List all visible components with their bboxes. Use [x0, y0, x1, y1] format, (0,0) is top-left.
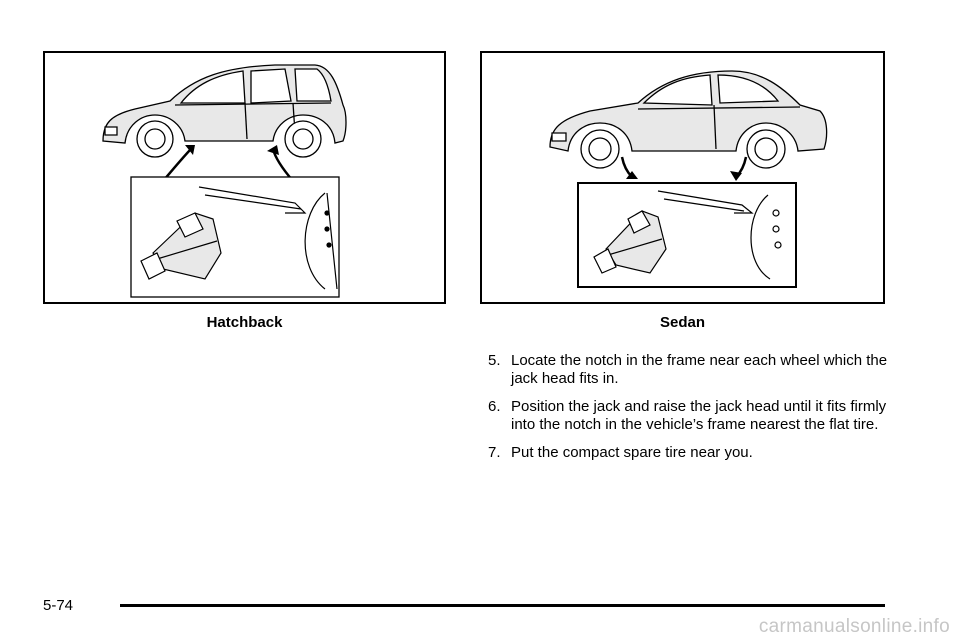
hatchback-caption: Hatchback [206, 314, 283, 331]
step-number: 5. [488, 352, 501, 369]
step-text: Locate the notch in the frame near each wheel which the jack head fits in. [511, 352, 888, 387]
instruction-steps [488, 352, 908, 472]
hatchback-illustration [45, 53, 444, 302]
footer-rule [120, 604, 885, 607]
hatchback-figure [43, 51, 446, 304]
page-number: 5-74 [43, 597, 74, 614]
sedan-arrows [622, 157, 746, 181]
step-number: 7. [488, 444, 501, 461]
watermark: carmanualsonline.info [758, 616, 950, 637]
step-number: 6. [488, 398, 501, 415]
step-text: Position the jack and raise the jack head until it fits firmly into the notch in the vehicle’s frame nearest the flat tire. [511, 398, 887, 433]
step-text: Put the compact spare tire near you. [511, 444, 753, 461]
step-item [488, 398, 908, 434]
sedan-caption: Sedan [659, 314, 705, 331]
step-item [488, 352, 908, 388]
hatchback-arrows [163, 145, 293, 181]
hatchback-jack-inset [131, 177, 339, 297]
sedan-illustration [482, 53, 883, 302]
step-item [488, 444, 908, 462]
sedan-jack-inset [578, 183, 796, 287]
sedan-figure [480, 51, 885, 304]
